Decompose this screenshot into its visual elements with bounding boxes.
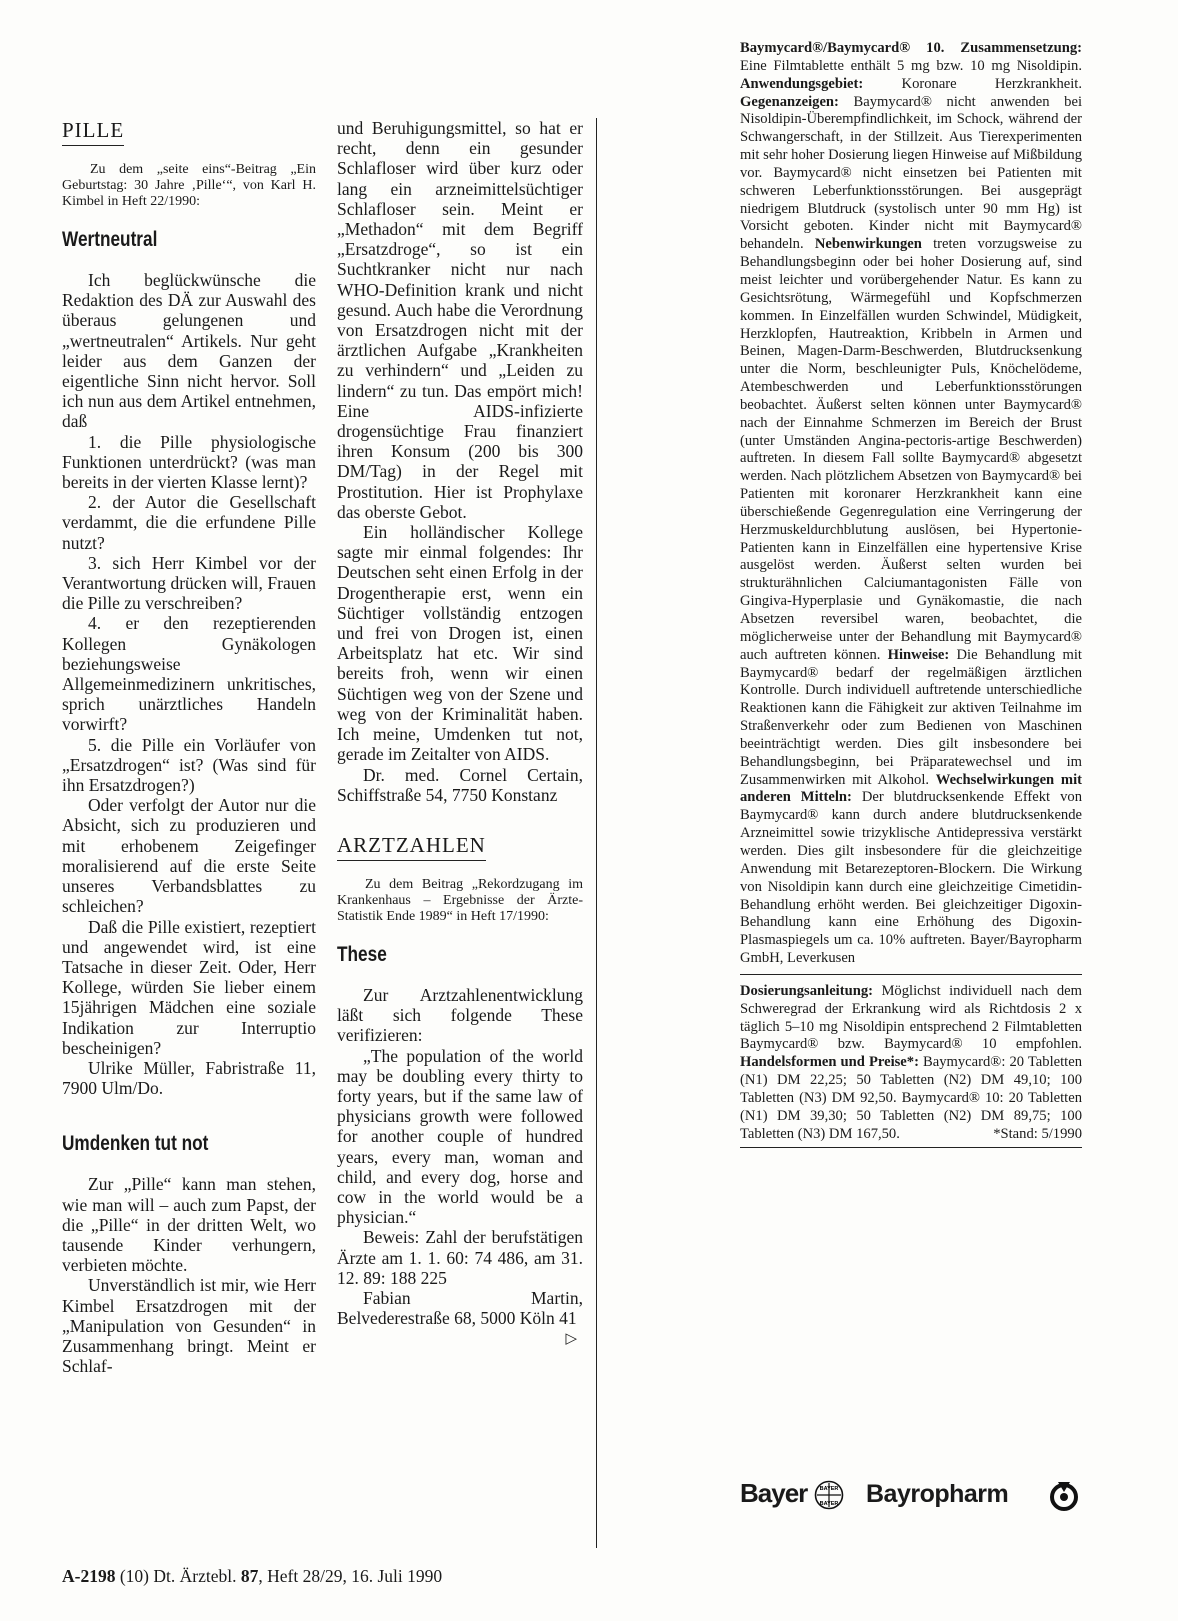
author-signature: Ulrike Müller, Fabristraße 11, 7900 Ulm/Do. xyxy=(62,1057,316,1099)
paragraph: Ein holländischer Kollege sagte mir einmal folgendes: Ihr Deutschen seht einen Erfolg in der Drogentherapie erst, wenn ein Süchtiger vollständig entzogen und frei von Drogen ist, einen Arbeitsplatz hat etc. Wir sind bereits froh, wenn wir einen Süchtigen weg von der Szene und weg von der Kriminalität haben. Ich meine, Umdenken tut not, gerade im Zeitalter von AIDS. xyxy=(337,522,583,765)
headline-wertneutral: Wertneutral xyxy=(62,228,158,251)
ad-text: Eine Filmtablette enthält 5 mg bzw. 10 mg Nisoldipin. xyxy=(740,57,1082,74)
author-signature xyxy=(337,1287,583,1348)
ad-prescribing-info xyxy=(740,40,1082,1158)
headline-these: These xyxy=(337,942,387,966)
column-middle xyxy=(337,118,583,1349)
column-left xyxy=(62,118,316,1376)
section-title-arztzahlen: ARZTZAHLEN xyxy=(337,833,486,861)
intro-pille: Zu dem „seite eins“-Beitrag „Ein Geburtstag: 30 Jahre ‚Pille‘“, von Karl H. Kimbel in Heft 22/1990: xyxy=(62,162,316,209)
ad-text: Baymycard®: 20 Tabletten (N1) DM 22,25; 50 Tabletten (N2) DM 49,10; 100 Tabletten (N3) DM 92,50. Baymycard® 10: 20 Tabletten (N1) DM 39,30; 50 Tabletten (N2) DM 89,75; 100 Tabletten (N3) DM 167,50. xyxy=(740,1054,1082,1142)
paragraph: 3. sich Herr Kimbel vor der Verantwortung drücken will, Frauen die Pille zu verschreiben? xyxy=(62,552,316,614)
bayer-cross-icon xyxy=(814,1480,844,1510)
ad-price-date: *Stand: 5/1990 xyxy=(993,1125,1082,1142)
paragraph: Beweis: Zahl der berufstätigen Ärzte am 1. 1. 60: 74 486, am 31. 12. 89: 188 225 xyxy=(337,1227,583,1288)
citation: (10) Dt. Ärztebl. xyxy=(115,1566,241,1586)
paragraph: Ich beglückwünsche die Redaktion des DÄ zur Auswahl des überaus gelungenen und „wertneutralen“ Artikels. Nur geht leider aus dem Ganzen der eigentliche Sinn nicht hervor. Soll ich nun aus dem Artikel entnehmen, daß xyxy=(62,270,316,432)
ad-text: Die Behandlung mit Baymycard® bedarf der regelmäßigen ärztlichen Kontrolle. Durch individuell auftretende unterschiedliche Reaktionen kann die Fähigkeit zur aktiven Teilnahme im Straßenverkehr oder zum Bedienen von Maschinen beeinträchtigt werden. Dies gilt insbesondere bei Behandlungsbeginn, bei Präparatewechsel und im Zusammenwirken mit Alkohol. xyxy=(740,646,1082,788)
paragraph: „The population of the world may be doubling every thirty to forty years, but if the same law of physicians growth were followed for another couple of hundred years, every man, woman and child, and every dog, horse and cow in the world would be a physician.“ xyxy=(337,1045,583,1228)
author-signature: Dr. med. Cornel Certain, Schiffstraße 54, 7750 Konstanz xyxy=(337,764,583,805)
paragraph: 1. die Pille physiologische Funktionen unterdrückt? (was man bereits in der vierten Klasse lernt)? xyxy=(62,431,316,493)
signature-text: Fabian Martin, Belvederestraße 68, 5000 Köln 41 xyxy=(337,1287,583,1329)
page-number: A-2198 xyxy=(62,1566,116,1586)
section-title-pille: PILLE xyxy=(62,118,124,146)
paragraph: Daß die Pille existiert, rezeptiert und angewendet wird, ist eine Tatsache in dieser Zeit. Oder, Herr Kollege, würden Sie lieber einem 15jährigen Mädchen eine soziale Indikation zur Interruptio bescheinigen? xyxy=(62,916,316,1058)
ad-divider xyxy=(740,1147,1082,1148)
paragraph: 2. der Autor die Gesellschaft verdammt, die die erfundene Pille nutzt? xyxy=(62,492,316,553)
ad-heading: Wechselwirkungen mit anderen Mitteln: xyxy=(740,771,1082,806)
page-footer xyxy=(62,1566,442,1587)
ad-heading: Baymycard®/Baymycard® 10. Zusammensetzung: xyxy=(740,40,1082,56)
paragraph: 4. er den rezeptierenden Kollegen Gynäkologen beziehungsweise Allgemeinmedizinern unkritisches, sprich unärztliches Handeln vorwirft? xyxy=(62,613,316,735)
ad-dosage-text xyxy=(740,983,1082,1144)
ad-text: Möglichst individuell nach dem Schweregrad der Erkrankung wird als Richtdosis 2 x täglich 5–10 mg Nisoldipin entsprechend 2 Filmtabletten Baymycard® bzw. Baymycard® 10 empfohlen. xyxy=(740,982,1082,1053)
ad-text: Der blutdrucksenkende Effekt von Baymycard® kann durch andere blutdrucksenkende Arzneimittel sowie trizyklische Antidepressiva verstärkt werden. Dies gilt insbesondere für die gleichzeitige Anwendung mit Betarezeptoren-Blockern. Die Wirkung von Nisoldipin kann durch eine gleichzeitige Cimetidin-Behandlung erhöht werden. Bei gleichzeitiger Digoxin-Behandlung kann eine Erhöhung des Digoxin-Plasmaspiegels um ca. 10% auftreten. Bayer/Bayropharm GmbH, Leverkusen xyxy=(740,789,1082,967)
volume: 87 xyxy=(240,1566,259,1586)
paragraph: Zur Arztzahlenentwicklung läßt sich folgende These verifizieren: xyxy=(337,984,583,1046)
ad-text: Baymycard® nicht anwenden bei Nisoldipin-Überempfindlichkeit, im Schock, während der Schwangerschaft, in der Stillzeit. Aus Tierexperimenten mit sehr hoher Dosierung liegen Hinweise auf Mißbildung vor. Baymycard® nicht einsetzen bei Patienten mit schweren Leberfunktionsstörungen. Bei ausgeprägt niedrigem Blutdruck (systolisch unter 90 mm Hg) ist Vorsicht geboten. Kinder nicht mit Baymycard® behandeln. xyxy=(740,93,1082,253)
ad-heading: Dosierungsanleitung: xyxy=(740,982,873,999)
column-divider xyxy=(596,118,597,1548)
bayer-logo-text: Bayer xyxy=(740,1478,808,1508)
ad-heading: Gegenanzeigen: xyxy=(740,93,839,110)
ad-heading: Nebenwirkungen xyxy=(814,236,922,253)
bayropharm-symbol-icon xyxy=(1048,1478,1080,1512)
intro-arztzahlen: Zu dem Beitrag „Rekordzugang im Krankenhaus – Ergebnisse der Ärzte-Statistik Ende 1989“ in Heft 17/1990: xyxy=(337,876,583,924)
headline-umdenken: Umdenken tut not xyxy=(62,1132,209,1156)
ad-text: treten vorzugsweise zu Behandlungsbeginn oder bei hoher Dosierung auf, sind meist leichter und vorübergehender Natur. Es kann zu Gesichtsrötung, Wärmegefühl und Kopfschmerzen kommen. In Einzelfällen wurden Schwindel, Müdigkeit, Herzklopfen, Hautreaktion, Kribbeln in Armen und Beinen, Magen-Darm-Beschwerden, Blutdrucksenkung unter die Norm, beschleunigter Puls, Knöchelödeme, Atembeschwerden und Leberfunktionsstörungen beobachtet. Äußerst selten können unter Baymycard® nach der Einnahme Schmerzen im Bereich der Brust (unter Umständen Angina-pectoris-artige Beschwerden) auftreten. In diesem Fall sollte Baymycard® abgesetzt werden. Nach plötzlichem Absetzen von Baymycard® bei Patienten mit koronarer Herzkrankheit kann eine überschießende Gegenregulation eine Verringerung der Herzmuskeldurchblutung auslösen, bei Hypertonie-Patienten kann in Einzelfällen eine hypertensive Krise ausgelöst werden. Äußerst selten wurden bei strukturähnlichen Calciumantagonisten Fälle von Gingiva-Hyperplasie und Gynäkomastie, die nach Absetzen reversibel waren, beobachtet, die möglicherweise unter der Behandlung mit Baymycard® auch auftreten können. xyxy=(740,236,1082,663)
ad-heading: Handelsformen und Preise*: xyxy=(740,1054,919,1071)
paragraph: Zur „Pille“ kann man stehen, wie man will – auch zum Papst, der die „Pille“ in der dritten Welt, wo tausende Kinder verhungern, verbieten möchte. xyxy=(62,1174,316,1276)
paragraph: Unverständlich ist mir, wie Herr Kimbel Ersatzdrogen mit der „Manipulation von Gesunden“ in Zusammenhang bringt. Meint er Schlaf- xyxy=(62,1275,316,1377)
paragraph: Oder verfolgt der Autor nur die Absicht, sich zu produzieren und mit erhobenem Zeigefinger moralisierend auf die erste Seite unseres Verbandsblattes zu schleichen? xyxy=(62,795,316,917)
triangle-right-icon: ▷ xyxy=(565,1329,577,1348)
paragraph: 5. die Pille ein Vorläufer von „Ersatzdrogen“ ist? (Was sind für ihn Ersatzdrogen?) xyxy=(62,734,316,796)
ad-main-text xyxy=(740,40,1082,968)
ad-text: Koronare Herzkrankheit. xyxy=(863,75,1082,92)
ad-divider xyxy=(740,974,1082,975)
citation-issue: , Heft 28/29, 16. Juli 1990 xyxy=(258,1566,443,1586)
logo-bar xyxy=(740,1476,1082,1516)
bayropharm-logo-text: Bayropharm xyxy=(866,1480,1009,1508)
svg-text:BAYER: BAYER xyxy=(819,1486,839,1492)
paragraph: und Beruhigungsmittel, so hat er recht, denn ein gesunder Schlafloser wird über kurz oder lang ein arzneimittelsüchtiger Schlafloser sein. Meint er „Methadon“ mit dem Begriff „Ersatzdroge“, so ist ein Suchtkranker nicht nur nach WHO-Definition krank und nicht gesund. Auch habe die Verordnung von Ersatzdrogen nicht mit der ärztlichen Aufgabe „Krankheiten zu verhindern“ und „Leiden zu lindern“ zu tun. Das empört mich! Eine AIDS-infizierte drogensüchtige Frau finanziert ihren Konsum (200 bis 300 DM/Tag) in der Regel mit Prostitution. Hier ist Prophylaxe das oberste Gebot. xyxy=(337,118,583,522)
ad-heading: Anwendungsgebiet: xyxy=(740,75,864,92)
svg-text:BAYER: BAYER xyxy=(819,1501,839,1507)
ad-heading: Hinweise: xyxy=(887,646,950,663)
